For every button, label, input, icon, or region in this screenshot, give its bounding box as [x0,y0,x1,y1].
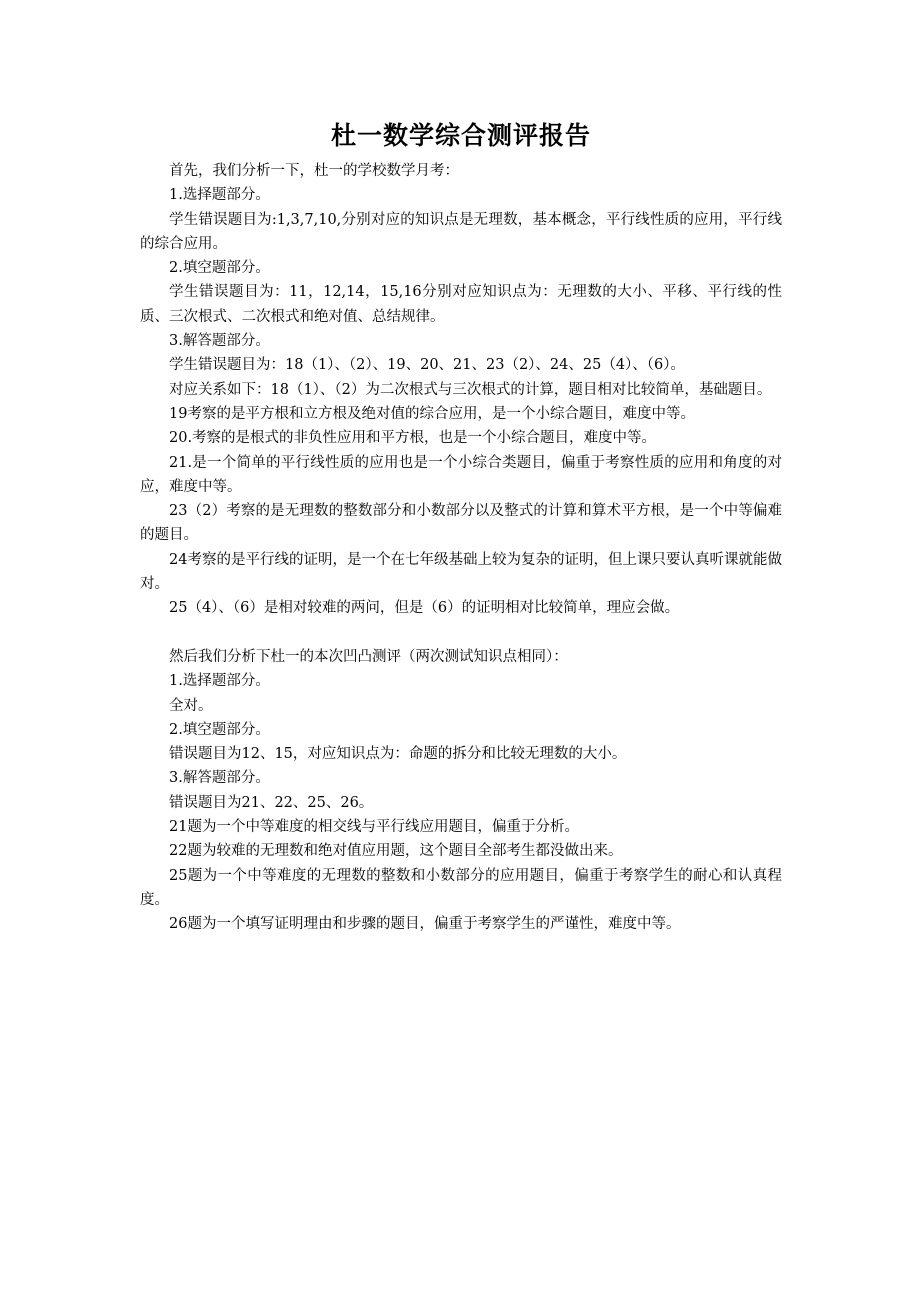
paragraph-second-q25: 25题为一个中等难度的无理数的整数和小数部分的应用题目，偏重于考察学生的耐心和认真程度。 [140,867,782,908]
paragraph-choice-errors: 学生错误题目为:1,3,7,10,分别对应的知识点是无理数，基本概念，平行线性质的应用，平行线的综合应用。 [140,211,782,252]
paragraph-q24: 24考察的是平行线的证明，是一个在七年级基础上较为复杂的证明，但上课只要认真听课就能做对。 [140,551,782,593]
paragraph-second-section-fill: 2.填空题部分。 [169,721,270,738]
blank-line [140,621,782,645]
paragraph-second-intro: 然后我们分析下杜一的本次凹凸测评（两次测试知识点相同）： [169,648,568,665]
document-title: 杜一数学综合测评报告 [330,121,591,150]
paragraph-second-choice-result: 全对。 [169,697,213,714]
paragraph-q25: 25（4）、（6）是相对较难的两问，但是（6）的证明相对比较简单，理应会做。 [169,600,680,617]
paragraph-mapping: 对应关系如下：18（1）、（2）为二次根式与三次根式的计算，题目相对比较简单，基础题目。 [169,381,772,398]
paragraph-fill-errors: 学生错误题目为：11，12,14，15,16分别对应知识点为：无理数的大小、平移、平行线的性质、三次根式、二次根式和绝对值、总结规律。 [140,284,782,325]
paragraph-section-choice: 1.选择题部分。 [169,187,270,204]
paragraph-second-section-answer: 3.解答题部分。 [169,770,270,787]
paragraph-second-q22: 22题为较难的无理数和绝对值应用题，这个题目全部考生都没做出来。 [169,843,623,860]
paragraph-second-q21: 21题为一个中等难度的相交线与平行线应用题目，偏重于分析。 [169,819,579,836]
paragraph-section-answer: 3.解答题部分。 [169,333,270,350]
paragraph-intro: 首先，我们分析一下，杜一的学校数学月考： [169,163,459,179]
paragraph-second-section-choice: 1.选择题部分。 [169,673,270,690]
paragraph-second-q26: 26题为一个填写证明理由和步骤的题目，偏重于考察学生的严谨性，难度中等。 [169,916,681,933]
paragraph-q20: 20.考察的是根式的非负性应用和平方根，也是一个小综合题目，难度中等。 [169,430,657,447]
paragraph-q19: 19考察的是平方根和立方根及绝对值的综合应用，是一个小综合题目，难度中等。 [169,405,695,422]
paragraph-q21: 21.是一个简单的平行线性质的应用也是一个小综合类题目，偏重于考察性质的应用和角度的对应，难度中等。 [140,454,782,495]
document-page [140,118,782,937]
paragraph-second-answer-errors: 错误题目为21、22、25、26。 [169,794,374,811]
paragraph-section-fill: 2.填空题部分。 [169,260,270,277]
paragraph-q23: 23（2）考察的是无理数的整数部分和小数部分以及整式的计算和算术平方根，是一个中等偏难的题目。 [140,503,782,544]
paragraph-second-fill-errors: 错误题目为12、15，对应知识点为：命题的拆分和比较无理数的大小。 [169,746,627,763]
paragraph-answer-errors: 学生错误题目为：18（1）、（2）、19、20、21、23（2）、24、25（4）、（6）。 [169,357,686,374]
